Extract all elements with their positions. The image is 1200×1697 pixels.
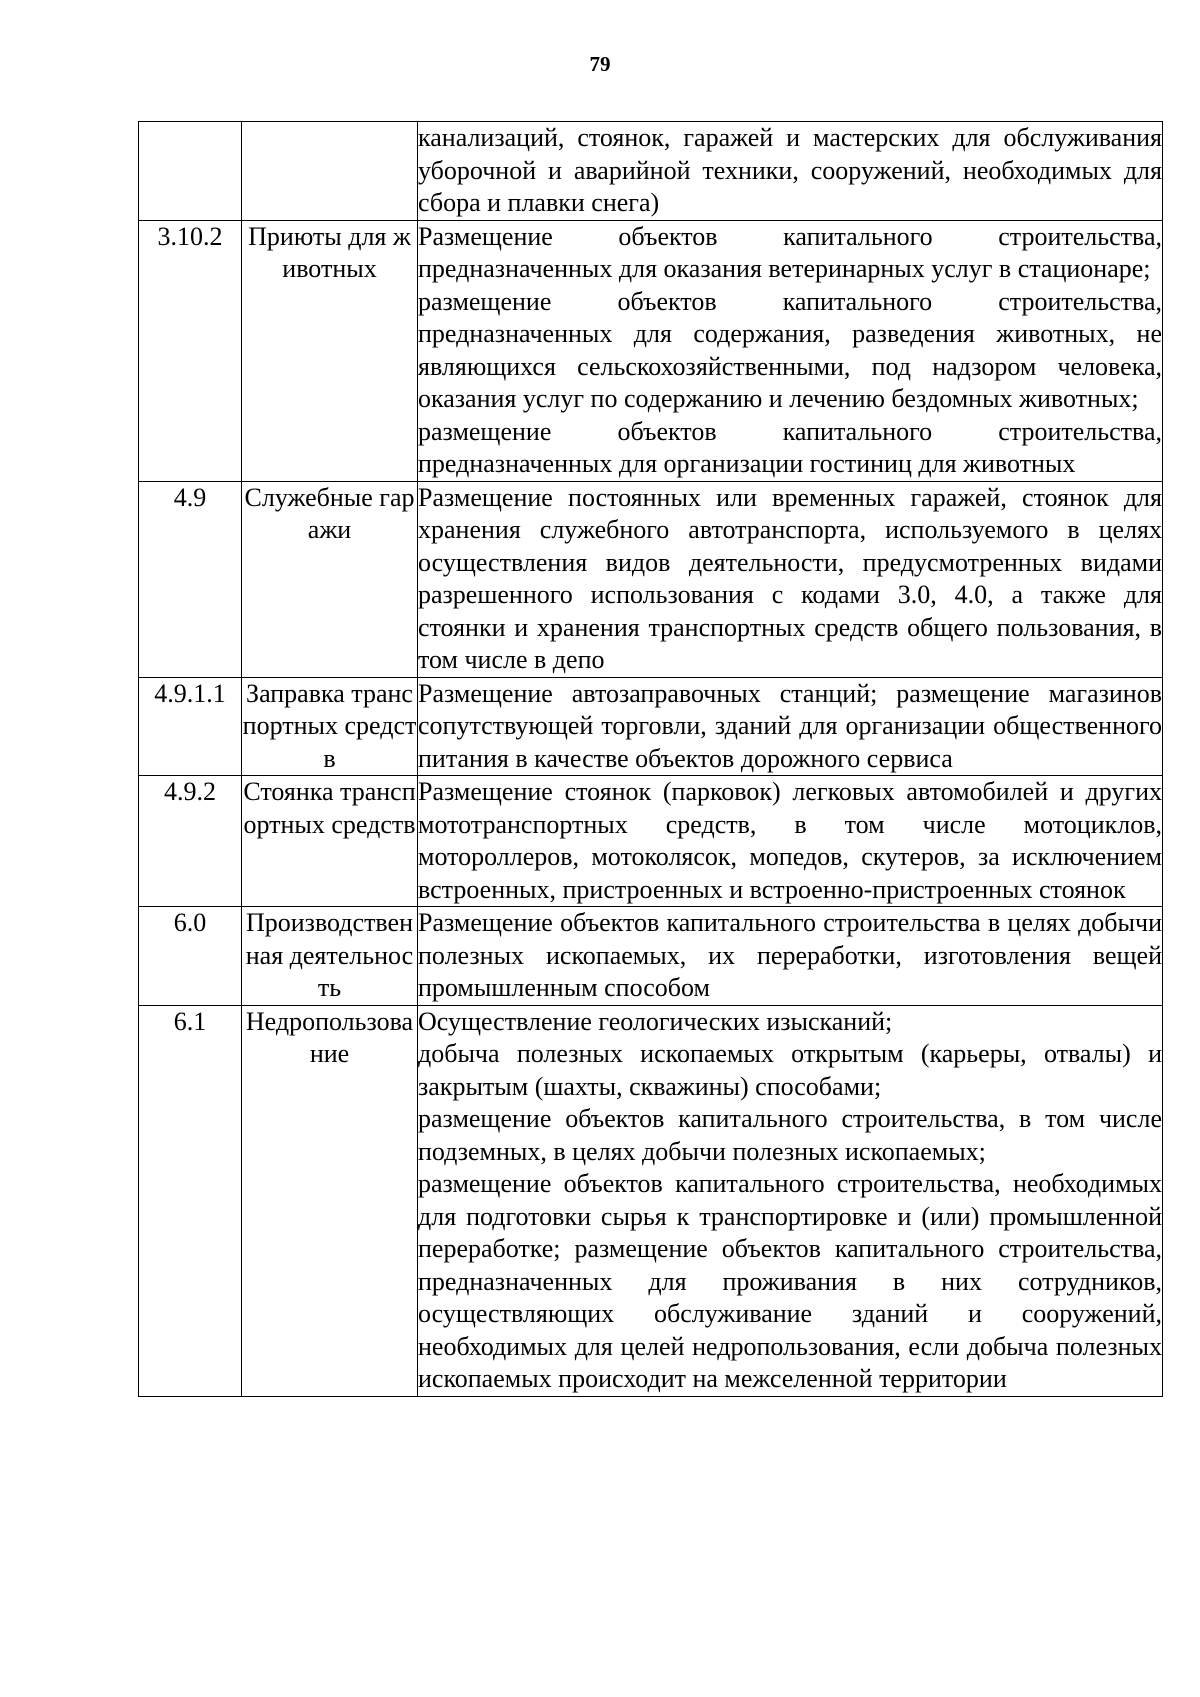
code-cell	[139, 677, 242, 776]
page-number: 79	[589, 52, 611, 76]
description-paragraph: Размещение постоянных или временных гаражей, стоянок для хранения служебного автотранспорта, используемого в целях осуществления видов деятельности, предусмотренных видами разрешенного использования с кодами 3.0, 4.0, а также для стоянки и хранения транспортных средств общего пользования, в том числе в депо	[418, 482, 1162, 674]
land-use-name: Служебные гаражи	[244, 482, 415, 544]
code-cell	[139, 907, 242, 1006]
description-paragraph: Размещение объектов капитального строительства, предназначенных для оказания ветеринарных услуг в стационаре;	[418, 221, 1162, 283]
name-cell	[242, 677, 418, 776]
land-use-name: Производственная деятельность	[245, 908, 414, 1002]
code-cell	[139, 122, 242, 221]
description-paragraph: добыча полезных ископаемых открытым (карьеры, отвалы) и закрытым (шахты, скважины) способами;	[418, 1039, 1162, 1101]
table-row	[139, 220, 1163, 481]
description-paragraph: Размещение объектов капитального строительства в целях добычи полезных ископаемых, их переработки, изготовления вещей промышленным способом	[418, 908, 1162, 1002]
table-row	[139, 1005, 1163, 1396]
table-row	[139, 481, 1163, 677]
code-cell	[139, 776, 242, 907]
description-cell	[418, 677, 1163, 776]
description-cell	[418, 481, 1163, 677]
table-row	[139, 907, 1163, 1006]
description-paragraph: размещение объектов капитального строительства, необходимых для подготовки сырья к транспортировке и (или) промышленной переработке; размещение объектов капитального строительства, предназначенных для проживания в них сотрудников, осуществляющих обслуживание зданий и сооружений, необходимых для целей недропользования, если добыча полезных ископаемых происходит на межселенной территории	[418, 1169, 1162, 1393]
description-cell	[418, 1005, 1163, 1396]
description-cell	[418, 122, 1163, 221]
description-cell	[418, 776, 1163, 907]
description-paragraph: размещение объектов капитального строительства, предназначенных для содержания, разведения животных, не являющихся сельскохозяйственными, под надзором человека, оказания услуг по содержанию и лечению бездомных животных;	[418, 286, 1162, 413]
land-use-code: 4.9.2	[164, 777, 216, 806]
code-cell	[139, 220, 242, 481]
description-cell	[418, 907, 1163, 1006]
description-paragraph: Осуществление геологических изысканий;	[418, 1006, 893, 1036]
land-use-code: 4.9	[173, 482, 207, 512]
table-body	[139, 122, 1163, 1397]
table-row	[139, 776, 1163, 907]
name-cell	[242, 481, 418, 677]
land-use-name: Недропользование	[245, 1006, 414, 1068]
description-cell	[418, 220, 1163, 481]
name-cell	[242, 1005, 418, 1396]
code-cell	[139, 481, 242, 677]
description-paragraph: размещение объектов капитального строительства, предназначенных для организации гостиниц для животных	[418, 416, 1162, 478]
name-cell	[242, 776, 418, 907]
name-cell	[242, 220, 418, 481]
land-use-table	[138, 121, 1163, 1397]
table-row	[139, 122, 1163, 221]
land-use-code: 4.9.1.1	[154, 678, 226, 708]
land-use-code: 6.1	[173, 1006, 207, 1036]
description-paragraph: Размещение автозаправочных станций; размещение магазинов сопутствующей торговли, зданий для организации общественного питания в качестве объектов дорожного сервиса	[418, 678, 1162, 773]
name-cell	[242, 122, 418, 221]
land-use-name: Заправка транспортных средств	[242, 678, 417, 773]
land-use-name: Стоянка транспортных средств	[243, 777, 416, 839]
land-use-code: 3.10.2	[157, 221, 223, 251]
description-paragraph: Размещение стоянок (парковок) легковых автомобилей и других мототранспортных средств, в том числе мотоциклов, мотороллеров, мотоколясок, мопедов, скутеров, за исключением встроенных, пристроенных и встроенно-пристроенных стоянок	[418, 777, 1162, 904]
description-paragraph: размещение объектов капитального строительства, в том числе подземных, в целях добычи полезных ископаемых;	[418, 1104, 1162, 1166]
name-cell	[242, 907, 418, 1006]
code-cell	[139, 1005, 242, 1396]
land-use-name: Приюты для животных	[248, 221, 411, 283]
description-paragraph: канализаций, стоянок, гаражей и мастерских для обслуживания уборочной и аварийной техники, сооружений, необходимых для сбора и плавки снега)	[418, 123, 1162, 217]
land-use-code: 6.0	[173, 908, 207, 937]
table-row	[139, 677, 1163, 776]
